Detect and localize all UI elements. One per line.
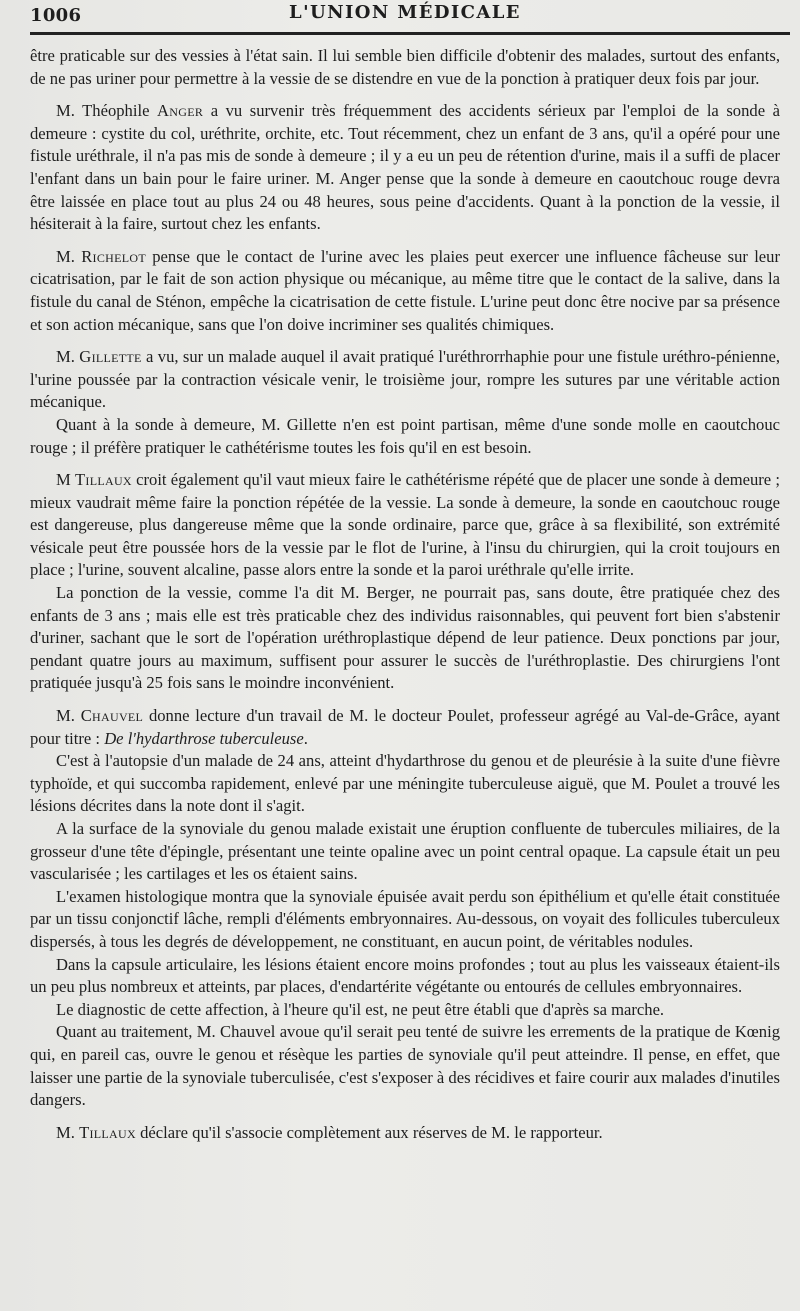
page-header xyxy=(30,0,780,26)
page-number: 1006 xyxy=(30,5,82,26)
paragraph-15: M. Tillaux déclare qu'il s'associe complètement aux réserves de M. le rapporteur. xyxy=(56,1122,603,1142)
paragraph-4: M. Gillette a vu, sur un malade auquel il avait pratiqué l'uréthrorrhaphie pour une fistule uréthro-pénienne, l'urine poussée par la contraction vésicale venir, le troisième jour, rompre les sutures par une véritable action mécanique. xyxy=(30,347,780,412)
paragraph-12: Dans la capsule articulaire, les lésions étaient encore moins profondes ; tout au plus les vaisseaux étaient-ils un peu plus nombreux et atteints, par places, d'endartérite végétante ou entourés de cellules embryonnaires. xyxy=(30,954,780,997)
speaker-name: Anger xyxy=(156,101,204,121)
article-title: De l'hydarthrose tuberculeuse xyxy=(104,728,304,748)
paragraph-10: A la surface de la synoviale du genou malade existait une éruption confluente de tubercules miliaires, de la grosseur d'une tête d'épingle, présentant une teinte opaline avec un point central opaque. La capsule était un peu vascularisée ; les cartilages et les os étaient sains. xyxy=(30,819,780,884)
paragraph-7: La ponction de la vessie, comme l'a dit M. Berger, ne pourrait pas, sans doute, être pratiquée chez des enfants de 3 ans ; mais elle est très praticable chez des individus raisonnables, qui peuvent fort bien s'abstenir d'uriner, sachant que le sort de l'opération uréthroplastique dépend de leur patience. Deux ponctions par jour, pendant quatre jours au maximum, suffisent pour assurer le succès de l'uréthroplastie. Des chirurgiens l'ont pratiquée jusqu'à 25 fois sans le moindre inconvénient. xyxy=(30,583,780,693)
speaker-name: Tillaux xyxy=(79,1122,136,1142)
article-body xyxy=(30,45,780,1144)
speaker-name: Gillette xyxy=(79,347,142,367)
paragraph-8: M. Chauvel donne lecture d'un travail de M. le docteur Poulet, professeur agrégé au Val-de-Grâce, ayant pour titre : De l'hydarthrose tuberculeuse. xyxy=(30,706,780,748)
paragraph-2: M. Théophile Anger a vu survenir très fréquemment des accidents sérieux par l'emploi de la sonde à demeure : cystite du col, uréthrite, orchite, etc. Tout récemment, chez un enfant de 3 ans, qu'il a opéré pour une fistule uréthrale, il n'a pas mis de sonde à demeure ; il y a eu un peu de rétention d'urine, mais il a suffi de placer l'enfant dans un bain pour le faire uriner. M. Anger pense que la sonde à demeure en caoutchouc rouge devra être laissée en place tout au plus 24 ou 48 heures, sous peine d'accidents. Quant à la ponction de la vessie, il hésiterait à la faire, surtout chez les enfants. xyxy=(30,101,780,234)
paragraph-9: C'est à l'autopsie d'un malade de 24 ans, atteint d'hydarthrose du genou et de pleurésie à la suite d'une fièvre typhoïde, et qui succomba rapidement, enlevé par une méningite tuberculeuse aiguë, que M. Poulet a trouvé les lésions décrites dans la note dont il s'agit. xyxy=(30,751,780,816)
paragraph-11: L'examen histologique montra que la synoviale épuisée avait perdu son épithélium et qu'elle était constituée par un tissu conjonctif lâche, rempli d'éléments embryonnaires. Au-dessous, on voyait des follicules tuberculeux dispersés, à tous les degrés de développement, ne constituant, en aucun point, de véritables nodules. xyxy=(30,886,780,951)
speaker-name: Tillaux xyxy=(75,470,132,490)
paragraph-14: Quant au traitement, M. Chauvel avoue qu'il serait peu tenté de suivre les errements de la pratique de Kœnig qui, en pareil cas, ouvre le genou et résèque les parties de synoviale qu'il peut atteindre. Il pense, en effet, que laisser une partie de la synoviale tuberculisée, c'est s'exposer à des récidives et faire courir aux malades d'inutiles dangers. xyxy=(30,1022,780,1110)
paragraph-5: Quant à la sonde à demeure, M. Gillette n'en est point partisan, même d'une sonde molle en caoutchouc rouge ; il préfère pratiquer le cathétérisme toutes les fois qu'il en est besoin. xyxy=(30,414,780,457)
paragraph-3: M. Richelot pense que le contact de l'urine avec les plaies peut exercer une influence fâcheuse sur leur cicatrisation, par le fait de son action physique ou mécanique, au même titre que le contact de la salive, dans la fistule du canal de Sténon, empêche la cicatrisation de cette fistule. L'urine peut donc être nocive par sa présence et son action mécanique, sans que l'on doive incriminer ses qualités chimiques. xyxy=(30,246,780,334)
paragraph-13: Le diagnostic de cette affection, à l'heure qu'il est, ne peut être établi que d'après sa marche. xyxy=(56,999,665,1019)
speaker-name: Richelot xyxy=(81,246,146,266)
paragraph-1: être praticable sur des vessies à l'état sain. Il lui semble bien difficile d'obtenir des malades, surtout des enfants, de ne pas uriner pour permettre à la vessie de se distendre en vue de la ponction à pratiquer deux fois par jour. xyxy=(30,46,780,88)
running-title: L'UNION MÉDICALE xyxy=(289,2,521,23)
speaker-name: Chauvel xyxy=(80,706,144,726)
paragraph-6: M Tillaux croit également qu'il vaut mieux faire le cathétérisme répété que de placer une sonde à demeure ; mieux vaudrait même faire la ponction répétée de la vessie. La sonde à demeure, la sonde en caoutchouc rouge est dangereuse, plus dangereuse même que la sonde ordinaire, parce que, grâce à sa flexibilité, son extrémité vésicale peut être poussée hors de la vessie par le flot de l'urine, à l'insu du chirurgien, qui la croit toujours en place ; l'urine, souvent alcaline, passe alors entre la sonde et la paroi uréthrale qu'elle irrite. xyxy=(30,470,781,580)
header-rule xyxy=(30,32,790,35)
